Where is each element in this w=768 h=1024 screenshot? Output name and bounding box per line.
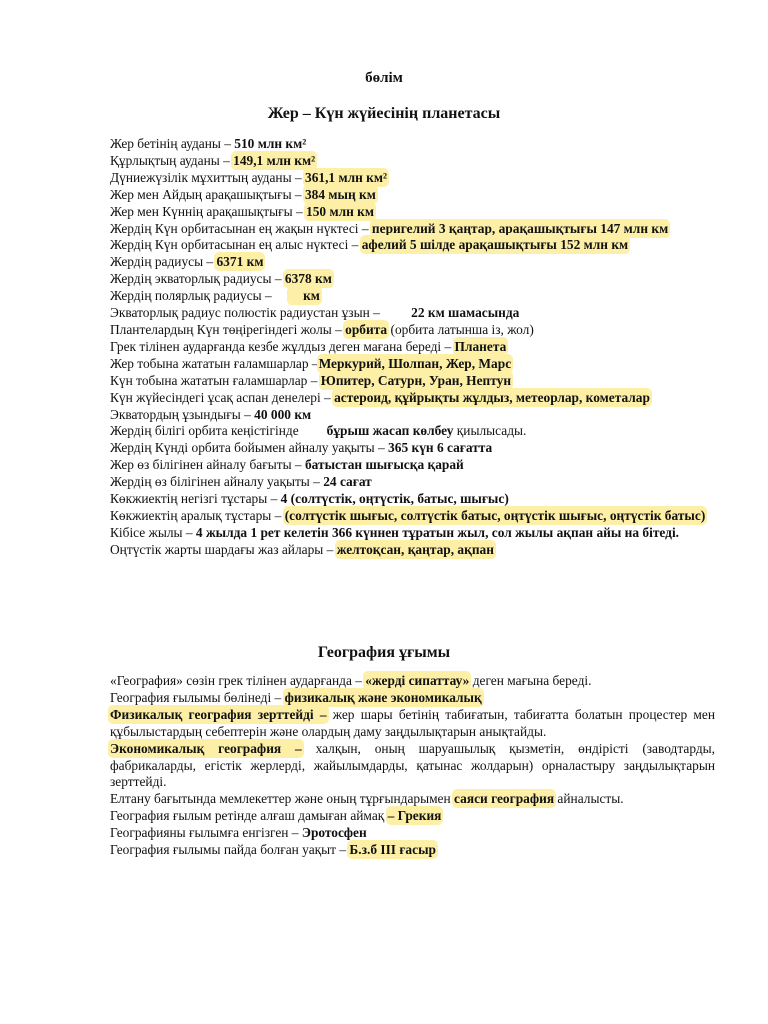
facts-list-geography (110, 673, 715, 859)
fact-line-perihelion: Жердің Күн орбитасынан ең жақын нүктесі – перигелий 3 қаңтар, арақашықтығы 147 млн км (110, 220, 669, 236)
fact-line-planet-term: Грек тілінен аударғанда кезбе жұлдыз деген мағана береді – Планета (110, 338, 507, 354)
fact-line-polar-radius: Жердің полярлық радиусы – км (110, 288, 320, 304)
fact-line-cardinal-directions: Көкжиектің негізгі тұстары – 4 (солтүстік, оңтүстік, батыс, шығыс) (110, 491, 509, 507)
fact-line-rotation-period: Жердің өз білігінен айналу уақыты – 24 сағат (110, 474, 372, 490)
fact-line-terrestrial-planets: Жер тобына жататын ғаламшарлар –Меркурий, Шолпан, Жер, Марс (110, 355, 512, 371)
facts-list-earth (110, 136, 715, 559)
fact-line-geography-origin-region: География ғылым ретінде алғаш дамыған аймақ – Грекия (110, 808, 442, 824)
fact-line-land-area: Құрлықтың ауданы – 149,1 млн км² (110, 152, 316, 168)
section-label: бөлім (365, 70, 403, 86)
fact-line-geography-founder: Географияны ғылымға енгізген – Эротосфен (110, 825, 367, 841)
fact-line-radius: Жердің радиусы – 6371 км (110, 254, 264, 270)
fact-line-earth-sun-distance: Жер мен Күннің арақашықтығы – 150 млн км (110, 203, 374, 219)
fact-line-southern-summer: Оңтүстік жарты шардағы жаз айлары – желтоқсан, қаңтар, ақпан (110, 541, 494, 557)
fact-line-surface-area: Жер бетінің ауданы – 510 млн км² (110, 136, 307, 151)
fact-line-geography-meaning: «География» сөзін грек тілінен аударғанда – «жерді сипаттау» деген мағына береді. (110, 673, 592, 688)
fact-line-political-geography: Елтану бағытында мемлекеттер және оның тұрғындарымен саяси география айналысты. (110, 791, 624, 807)
fact-line-geography-origin-time: География ғылымы пайда болған уақыт – Б.з.б ІІІ ғасыр (110, 842, 436, 858)
fact-line-intercardinal-directions: Көкжиектің аралық тұстары – (солтүстік шығыс, солтүстік батыс, оңтүстік шығыс, оңтүстік батыс) (110, 507, 706, 523)
fact-line-giant-planets: Күн тобына жататын ғаламшарлар – Юпитер, Сатурн, Уран, Нептун (110, 372, 512, 388)
fact-line-earth-moon-distance: Жер мен Айдың арақашықтығы – 384 мың км (110, 186, 376, 202)
fact-line-radius-difference: Экваторлық радиус полюстік радиустан ұзын – 22 км шамасында (110, 305, 520, 321)
heading-geography-concept: География ұғымы (317, 644, 451, 661)
fact-line-axis-tilt: Жердің білігі орбита кеңістігінде бұрыш жасап көлбеу қиылысады. (110, 423, 527, 439)
heading-earth-planet: Жер – Күн жүйесінің планетасы (267, 105, 501, 122)
fact-line-economic-geography: Экономикалық география – халқын, оның шаруашылық қызметін, өндірісті (заводтарды, фабрикаларды, егістік жерлерді, жайылымдарды, қатынас жолдарын) орналастыру заңдылықтарын зерттейді. (110, 740, 715, 790)
fact-line-geography-branches: География ғылымы бөлінеді – физикалық және экономикалық (110, 689, 482, 705)
fact-line-aphelion: Жердің Күн орбитасынан ең алыс нүктесі – афелий 5 шілде арақашықтығы 152 млн км (110, 237, 629, 253)
fact-line-orbit-period: Жердің Күнді орбита бойымен айналу уақыты – 365 күн 6 сағатта (110, 440, 493, 456)
fact-line-equator-length: Экватордың ұзындығы – 40 000 км (110, 406, 312, 422)
fact-line-orbit: Плантелардың Күн төңірегіндегі жолы – орбита (орбита латынша із, жол) (110, 321, 534, 337)
fact-line-leap-year: Кібісе жылы – 4 жылда 1 рет келетін 366 күннен тұратын жыл, сол жылы ақпан айы на бітеді. (110, 524, 680, 540)
fact-line-ocean-area: Дүниежүзілік мұхиттың ауданы – 361,1 млн км² (110, 169, 388, 185)
fact-line-rotation-direction: Жер өз білігінен айналу бағыты – батыстан шығысқа қарай (110, 457, 464, 473)
fact-line-physical-geography: Физикалық география зерттейді – жер шары бетінің табиғатын, табиғатта болатын процестер мен құбылыстардың себептерін және олардың даму заңдылықтарын анықтайды. (110, 706, 715, 739)
fact-line-small-bodies: Күн жүйесіндегі ұсақ аспан денелері – астероид, құйрықты жұлдыз, метеорлар, кометалар (110, 389, 650, 405)
fact-line-equatorial-radius: Жердің экваторлық радиусы – 6378 км (110, 271, 332, 287)
